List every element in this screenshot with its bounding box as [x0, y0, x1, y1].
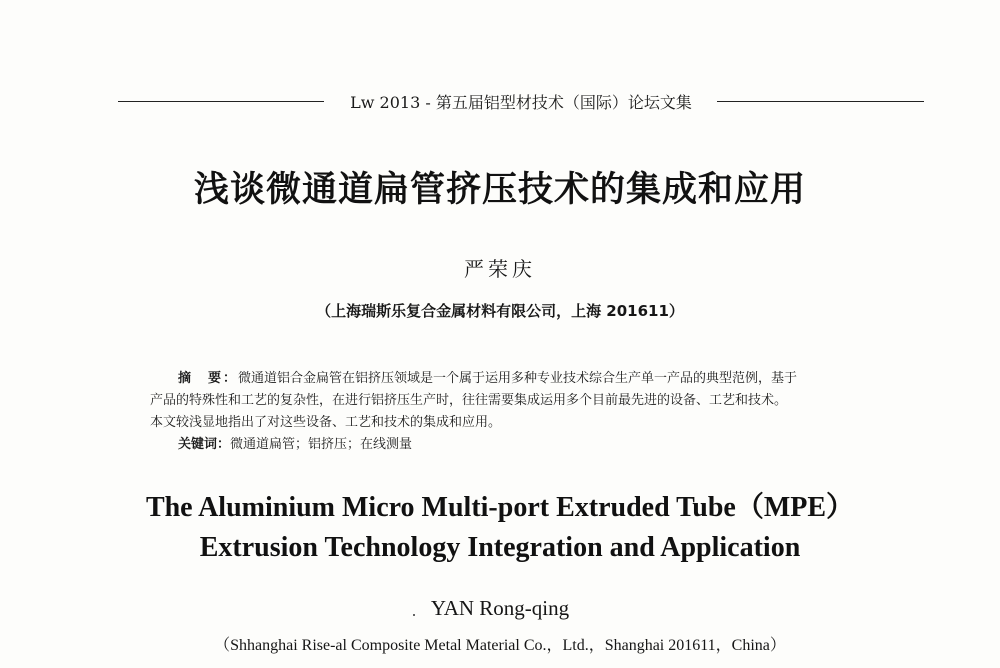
title-english-line-1: The Aluminium Micro Multi-port Extruded Tube（MPE）	[145, 492, 855, 523]
abstract-label: 摘 要：	[178, 371, 239, 386]
author-name-chinese: 严荣庆	[464, 257, 536, 281]
abstract-section	[150, 368, 890, 456]
paper-title-chinese: 浅谈微通道扁管挤压技术的集成和应用	[193, 170, 806, 210]
running-header	[0, 88, 1000, 116]
keywords	[150, 434, 890, 456]
paper-title-english	[0, 488, 1000, 568]
header-rule-right	[717, 101, 924, 102]
title-english-line-2: Extrusion Technology Integration and Application	[199, 532, 801, 563]
abstract-text: 微通道铝合金扁管在铝挤压领域是一个属于运用多种专业技术综合生产单一产品的典型范例，基于	[238, 371, 798, 386]
abstract-line: 本文较浅显地指出了对这些设备、工艺和技术的集成和应用。	[150, 415, 502, 430]
affiliation-chinese: （上海瑞斯乐复合金属材料有限公司，上海 201611）	[316, 302, 684, 320]
running-header-text: Lw 2013 - 第五届铝型材技术（国际）论坛文集	[350, 93, 692, 112]
abstract-line	[150, 368, 890, 390]
abstract-line: 产品的特殊性和工艺的复杂性，在进行铝挤压生产时，往往需要集成运用多个目前最先进的设备、工艺和技术。	[150, 393, 788, 408]
affiliation-english: （Shhanghai Rise-al Composite Metal Material Co.，Ltd.，Shanghai 201611，China）	[214, 637, 786, 654]
header-rule-left	[118, 101, 324, 102]
author-name-english: YAN Rong-qing	[430, 596, 570, 620]
keywords-text: 微通道扁管；铝挤压；在线测量	[230, 437, 413, 452]
keywords-label: 关键词：	[178, 437, 231, 452]
